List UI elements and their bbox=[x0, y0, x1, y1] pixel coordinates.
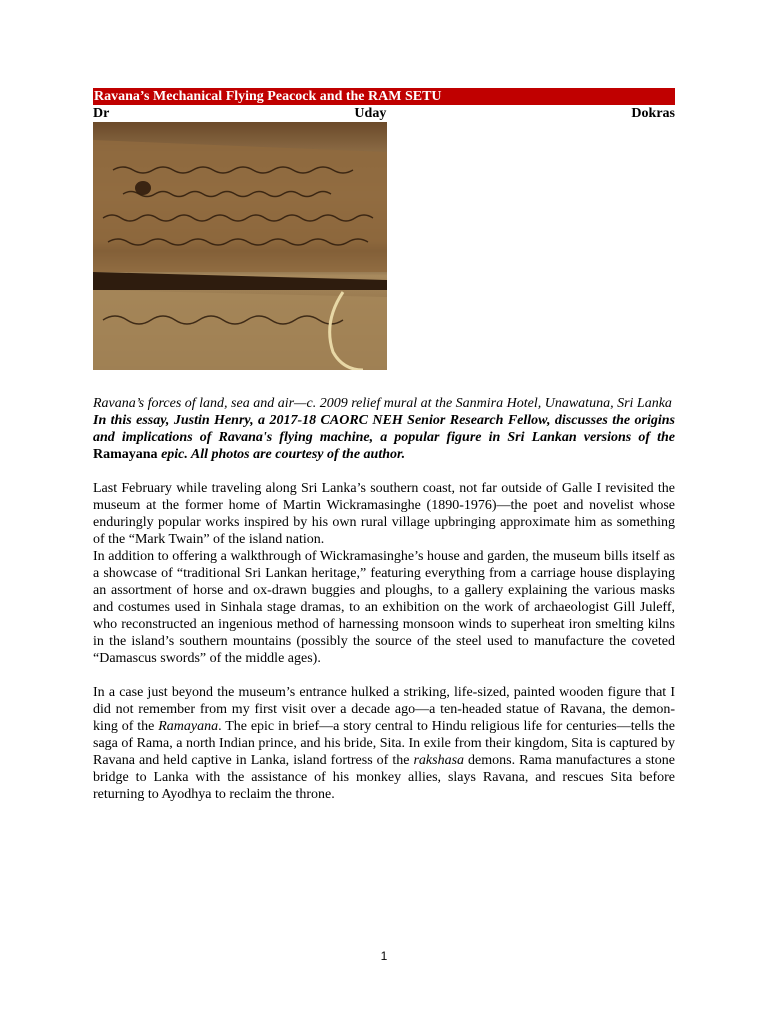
paragraph-3-part-a: In a case just beyond the museum’s entrance hulked a striking, life-sized, painted wooden figure that I did not remember from my first visit over a decade ago—a ten-headed statue of Ravana, the demon-king of the bbox=[93, 685, 675, 734]
paragraph-3-rakshasa: rakshasa bbox=[413, 753, 465, 768]
photo-caption: Ravana’s forces of land, sea and air—c. 2009 relief mural at the Sanmira Hotel, Unawatuna, Sri Lanka bbox=[93, 396, 672, 411]
intro-text-start: In this essay, Justin Henry, a 2017-18 CAORC NEH Senior Research Fellow, discusses the origins and implications of Ravana's flying machine, a popular figure in Sri Lankan versions of the bbox=[93, 413, 675, 445]
author-first-name: Uday bbox=[354, 106, 387, 121]
essay-intro bbox=[93, 412, 675, 463]
paragraph-3-part-b: . The epic in brief—a story central to Hindu religious life for centuries—tells the saga of Rama, a north Indian prince, and his bride, Sita. In exile from their kingdom, Sita is captured by Ravana and held captive in Lanka, island fortress of the bbox=[93, 719, 675, 768]
palm-leaf-manuscript-photo bbox=[93, 122, 387, 370]
paragraph-2: In addition to offering a walkthrough of Wickramasinghe’s house and garden, the museum bills itself as a showcase of “traditional Sri Lankan heritage,” featuring everything from a carriage house displaying an assortment of horse and ox-drawn buggies and ploughs, to a gallery explaining the various masks and costumes used in Sinhala stage dramas, to an exhibition on the work of archaeologist Gill Juleff, who reconstructed an ingenious method of harnessing monsoon winds to superheat iron smelting kilns in the island’s southern mountains (possibly the source of the steel used to manufacture the coveted “Damascus swords” of the middle ages). bbox=[93, 549, 675, 666]
manuscript-illustration bbox=[93, 122, 387, 370]
paragraph-3-ramayana: Ramayana bbox=[158, 719, 219, 734]
page-number: 1 bbox=[380, 949, 388, 963]
document-page bbox=[93, 88, 675, 803]
author-prefix: Dr bbox=[93, 106, 110, 121]
paragraph-3-part-c: demons. Rama manufactures a stone bridge to Lanka with the assistance of his monkey allies, slays Ravana, and rescues Sita before returning to Ayodhya to reclaim the throne. bbox=[93, 753, 675, 802]
paragraph-3 bbox=[93, 684, 675, 803]
paragraph-1: Last February while traveling along Sri Lanka’s southern coast, not far outside of Galle I revisited the museum at the former home of Martin Wickramasinghe (1890-1976)—the poet and novelist whose enduringly popular works inspired by his own rural village upbringing approximate him as something of the “Mark Twain” of the island nation. bbox=[93, 481, 675, 547]
intro-text-end: epic. All photos are courtesy of the author. bbox=[157, 447, 406, 462]
author-last-name: Dokras bbox=[631, 106, 675, 121]
document-title: Ravana’s Mechanical Flying Peacock and the RAM SETU bbox=[93, 88, 675, 105]
intro-ramayana: Ramayana bbox=[93, 447, 158, 462]
author-line bbox=[93, 105, 675, 122]
